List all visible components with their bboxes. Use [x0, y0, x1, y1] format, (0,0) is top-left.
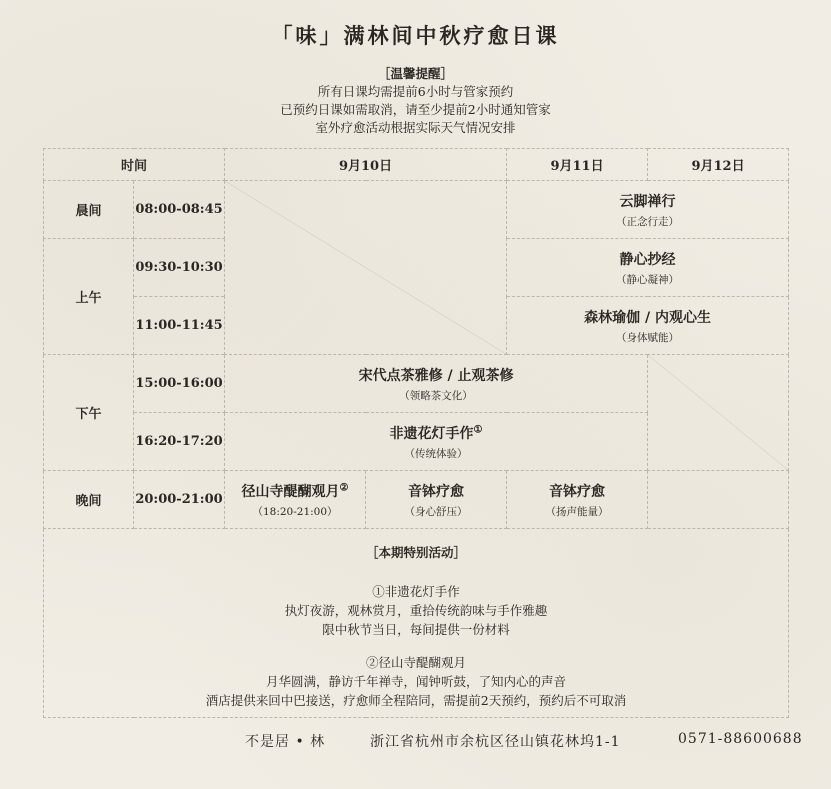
header-day3: 9月12日 [648, 149, 789, 181]
notice-line: 所有日课均需提前6小时与管家预约 [317, 84, 514, 99]
time-slot: 16:20-17:20 [134, 413, 225, 471]
footnote-mark: ② [339, 481, 349, 493]
notice-block [0, 65, 831, 137]
activity-sub: （静心凝神） [616, 273, 680, 286]
header-day1: 9月10日 [225, 149, 507, 181]
activity-name: 非遗花灯手作① [389, 423, 483, 442]
table-row [44, 355, 789, 413]
activity-bowl-1 [366, 471, 507, 529]
activity-bowl-2 [507, 471, 648, 529]
activity-sub: （传统体验） [404, 447, 468, 460]
activity-name: 音钵疗愈 [408, 483, 465, 500]
activity-name: 静心抄经 [619, 251, 676, 268]
period-afternoon: 下午 [44, 355, 134, 471]
footnote-mark: ① [473, 423, 483, 435]
time-slot: 11:00-11:45 [134, 297, 225, 355]
time-slot: 09:30-10:30 [134, 239, 225, 297]
period-evening: 晚间 [44, 471, 134, 529]
special-activities [44, 529, 789, 718]
time-slot: 20:00-21:00 [134, 471, 225, 529]
schedule-table [43, 148, 789, 718]
notice-heading: ［温馨提醒］ [377, 66, 453, 81]
footer-brand: 不是居 • 林 [245, 734, 326, 750]
activity-sub: （扬声能量） [545, 505, 609, 518]
diagonal-line [225, 181, 506, 354]
activity-walk [507, 181, 789, 239]
header-time: 时间 [44, 149, 225, 181]
activity-sub: （领略茶文化） [399, 389, 473, 402]
footer-phone: 0571-88600688 [678, 731, 803, 747]
header-row [44, 149, 789, 181]
special-item2-line: 月华圆满，静访千年禅寺，闻钟听鼓，了知内心的声音 [266, 674, 567, 689]
activity-lantern [225, 413, 648, 471]
activity-tea [225, 355, 648, 413]
activity-yoga [507, 297, 789, 355]
notice-line: 室外疗愈活动根据实际天气情况安排 [315, 120, 516, 135]
activity-temple [225, 471, 366, 529]
footer-address: 浙江省杭州市余杭区径山镇花林坞1-1 [370, 734, 621, 750]
page-title: 「味」满林间中秋疗愈日课 [271, 23, 560, 48]
special-item1-title: ①非遗花灯手作 [372, 584, 460, 599]
activity-name: 云脚禅行 [619, 193, 676, 210]
table-row [44, 471, 789, 529]
activity-sub: （身体赋能） [616, 331, 680, 344]
activity-sub: （18:20-21:00） [252, 505, 338, 518]
activity-sutra [507, 239, 789, 297]
special-item1-line: 限中秋节当日，每间提供一份材料 [322, 622, 510, 637]
notice-line: 已预约日课如需取消，请至少提前2小时通知管家 [280, 102, 551, 117]
diagonal-line [648, 355, 788, 470]
empty-cell-day3-evening [648, 471, 789, 529]
activity-sub: （身心舒压） [404, 505, 468, 518]
time-slot: 08:00-08:45 [134, 181, 225, 239]
header-day2: 9月11日 [507, 149, 648, 181]
table-row [44, 181, 789, 239]
special-item2-line: 酒店提供来回中巴接送，疗愈师全程陪同，需提前2天预约，预约后不可取消 [205, 693, 627, 708]
activity-name: 宋代点茶雅修 / 止观茶修 [358, 367, 514, 384]
activity-name: 森林瑜伽 / 内观心生 [584, 309, 711, 326]
special-item2-title: ②径山寺醍醐观月 [366, 655, 467, 670]
activity-name: 音钵疗愈 [549, 483, 606, 500]
activity-sub: （正念行走） [616, 215, 680, 228]
period-early-morning: 晨间 [44, 181, 134, 239]
empty-cell-day1-morning [225, 181, 507, 355]
empty-cell-day3-afternoon [648, 355, 789, 471]
special-item1-line: 执灯夜游，观林赏月，重拾传统韵味与手作雅趣 [284, 603, 548, 618]
special-row [44, 529, 789, 718]
special-heading: ［本期特别活动］ [366, 545, 467, 560]
activity-name: 径山寺醍醐观月② [241, 481, 349, 500]
period-morning: 上午 [44, 239, 134, 355]
time-slot: 15:00-16:00 [134, 355, 225, 413]
